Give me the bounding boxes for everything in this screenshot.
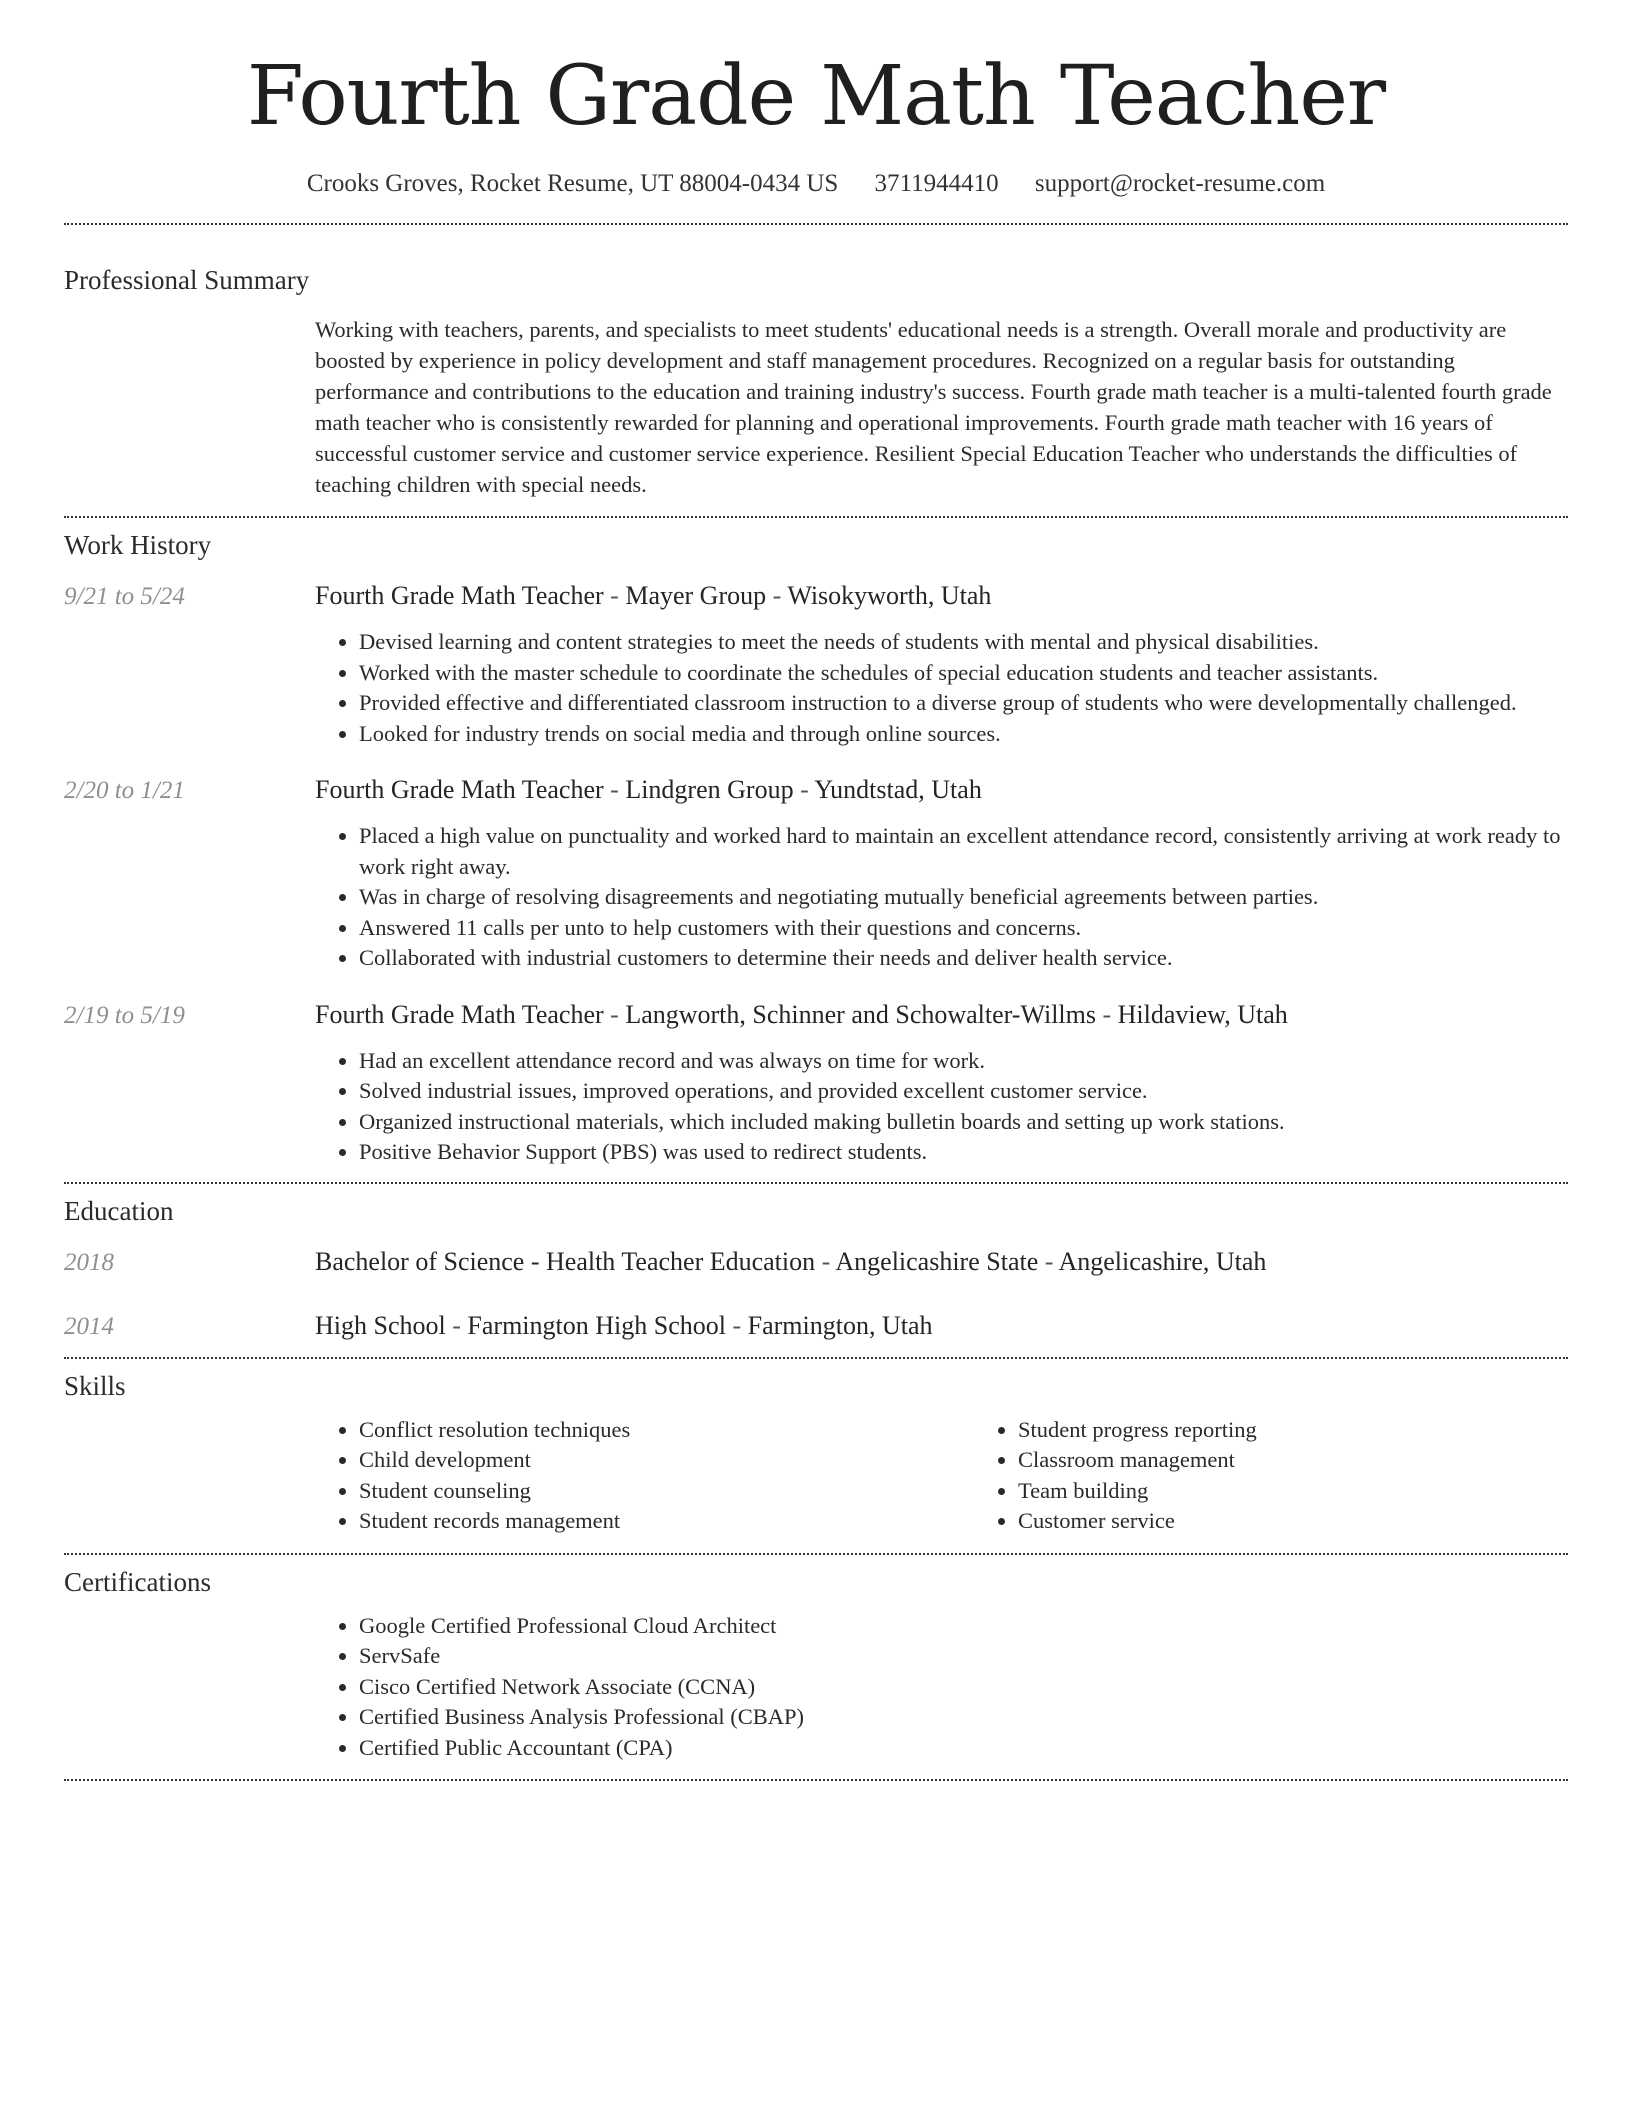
resume-page	[64, 0, 1568, 1781]
divider	[64, 1779, 1568, 1781]
skills-section	[64, 1371, 1568, 1537]
skills-heading: Skills	[64, 1370, 126, 1401]
separator: -	[445, 1310, 468, 1340]
skill-item: • Classroom management	[1018, 1445, 1632, 1476]
education-year: 2018	[64, 1248, 114, 1276]
contact-email: support@rocket-resume.com	[1034, 170, 1326, 197]
job-bullet: • Answered 11 calls per unto to help customers with their questions and concerns.	[359, 913, 1568, 944]
certification-item: • ServSafe	[359, 1641, 1568, 1672]
education-degree: High School	[315, 1310, 446, 1340]
education-details	[315, 1247, 1568, 1277]
skill-item: • Student records management	[359, 1506, 974, 1537]
job-details	[315, 775, 1568, 974]
skills-column-1	[315, 1415, 974, 1537]
summary-left-spacer	[64, 314, 315, 500]
divider	[64, 1553, 1568, 1555]
separator: -	[766, 581, 788, 610]
skill-item: • Student progress reporting	[1018, 1415, 1632, 1446]
job-list	[64, 581, 1568, 1168]
certifications-heading: Certifications	[64, 1566, 211, 1597]
education-section	[64, 1196, 1568, 1341]
job-bullets	[315, 1046, 1568, 1168]
divider	[64, 223, 1568, 225]
contact-phone: 3711944410	[874, 170, 999, 197]
separator: -	[793, 775, 815, 804]
education-school: Farmington High School	[467, 1310, 726, 1340]
job-bullet: • Was in charge of resolving disagreements and negotiating mutually beneficial agreements between parties.	[359, 882, 1568, 913]
job-bullet: • Solved industrial issues, improved operations, and provided excellent customer service.	[359, 1076, 1568, 1107]
job-bullet: • Organized instructional materials, which included making bulletin boards and setting up work stations.	[359, 1107, 1568, 1138]
certifications-left-spacer	[64, 1611, 315, 1764]
separator: -	[603, 775, 626, 804]
job-dates: 2/19 to 5/19	[64, 1001, 185, 1029]
job-company: Mayer Group	[625, 581, 767, 610]
separator: -	[1095, 999, 1118, 1029]
summary-text: Working with teachers, parents, and specialists to meet students' educational needs is a strength. Overall morale and productivity are boosted by experience in policy development and staff management procedures. Recognized on a regular basis for outstanding performance and contributions to the education and training industry's success. Fourth grade math teacher is a multi-talented fourth grade math teacher who is consistently rewarded for planning and operational improvements. Fourth grade math teacher with 16 years of successful customer service and customer service experience. Resilient Special Education Teacher who understands the difficulties of teaching children with special needs.	[315, 317, 1552, 497]
separator: -	[603, 581, 626, 610]
work-heading: Work History	[64, 530, 212, 560]
job-company: Lindgren Group	[625, 775, 794, 804]
job-title-text: Fourth Grade Math Teacher	[315, 581, 604, 610]
skill-item: • Conflict resolution techniques	[359, 1415, 974, 1446]
job-bullet: • Looked for industry trends on social media and through online sources.	[359, 719, 1568, 750]
job-location: Wisokyworth, Utah	[787, 581, 992, 610]
work-section	[64, 530, 1568, 1168]
education-location: Angelicashire, Utah	[1058, 1246, 1267, 1276]
skills-left-spacer	[64, 1415, 315, 1537]
skill-item: • Student counseling	[359, 1476, 974, 1507]
education-degree: Bachelor of Science - Health Teacher Education	[315, 1246, 816, 1276]
divider	[64, 1182, 1568, 1184]
job-bullet: • Placed a high value on punctuality and worked hard to maintain an excellent attendance record, consistently arriving at work ready to work right away.	[359, 821, 1568, 882]
certification-item: • Certified Public Accountant (CPA)	[359, 1733, 1568, 1764]
job-entry	[64, 1000, 1568, 1168]
job-title-text: Fourth Grade Math Teacher	[315, 775, 604, 804]
separator: -	[603, 999, 626, 1029]
summary-heading: Professional Summary	[64, 265, 310, 295]
education-details	[315, 1311, 1568, 1341]
job-bullets	[315, 627, 1568, 749]
certifications-list	[315, 1611, 1568, 1764]
summary-section	[64, 265, 1568, 500]
contact-line	[64, 170, 1568, 198]
job-details	[315, 1000, 1568, 1168]
certification-item: • Certified Business Analysis Professional (CBAP)	[359, 1702, 1568, 1733]
skills-column-2	[974, 1415, 1632, 1537]
job-bullet: • Devised learning and content strategies to meet the needs of students with mental and physical disabilities.	[359, 627, 1568, 658]
job-dates: 9/21 to 5/24	[64, 583, 185, 610]
job-heading	[315, 1000, 1568, 1030]
education-list	[64, 1247, 1568, 1341]
education-entry	[64, 1311, 1568, 1341]
education-heading: Education	[64, 1195, 174, 1226]
job-entry	[64, 775, 1568, 974]
skill-item: • Customer service	[1018, 1506, 1632, 1537]
education-school: Angelicashire State	[835, 1246, 1039, 1276]
job-heading	[315, 775, 1568, 805]
job-company: Langworth, Schinner and Schowalter-Willms	[625, 999, 1096, 1029]
skill-item: • Team building	[1018, 1476, 1632, 1507]
job-bullet: • Had an excellent attendance record and was always on time for work.	[359, 1046, 1568, 1077]
separator: -	[1038, 1246, 1059, 1276]
job-heading	[315, 581, 1568, 611]
job-bullet: • Worked with the master schedule to coordinate the schedules of special education students and teacher assistants.	[359, 658, 1568, 689]
job-title-text: Fourth Grade Math Teacher	[315, 999, 604, 1029]
job-dates: 2/20 to 1/21	[64, 777, 185, 804]
education-location: Farmington, Utah	[747, 1310, 933, 1340]
job-entry	[64, 581, 1568, 749]
certification-item: • Cisco Certified Network Associate (CCNA)	[359, 1672, 1568, 1703]
skill-item: • Child development	[359, 1445, 974, 1476]
separator: -	[815, 1246, 836, 1276]
job-location: Yundtstad, Utah	[814, 775, 982, 804]
job-details	[315, 581, 1568, 749]
resume-title: Fourth Grade Math Teacher	[246, 49, 1386, 144]
divider	[64, 516, 1568, 518]
skills-columns	[315, 1415, 1632, 1537]
job-bullet: • Provided effective and differentiated classroom instruction to a diverse group of students who were developmentally challenged.	[359, 688, 1568, 719]
divider	[64, 1357, 1568, 1359]
separator: -	[725, 1310, 748, 1340]
job-bullet: • Positive Behavior Support (PBS) was used to redirect students.	[359, 1137, 1568, 1168]
education-year: 2014	[64, 1312, 114, 1340]
job-bullets	[315, 821, 1568, 974]
job-bullet: • Collaborated with industrial customers to determine their needs and deliver health service.	[359, 943, 1568, 974]
contact-address: Crooks Groves, Rocket Resume, UT 88004-0434 US	[306, 170, 839, 197]
certification-item: • Google Certified Professional Cloud Architect	[359, 1611, 1568, 1642]
job-location: Hildaview, Utah	[1117, 999, 1288, 1029]
certifications-section	[64, 1567, 1568, 1764]
education-entry	[64, 1247, 1568, 1277]
